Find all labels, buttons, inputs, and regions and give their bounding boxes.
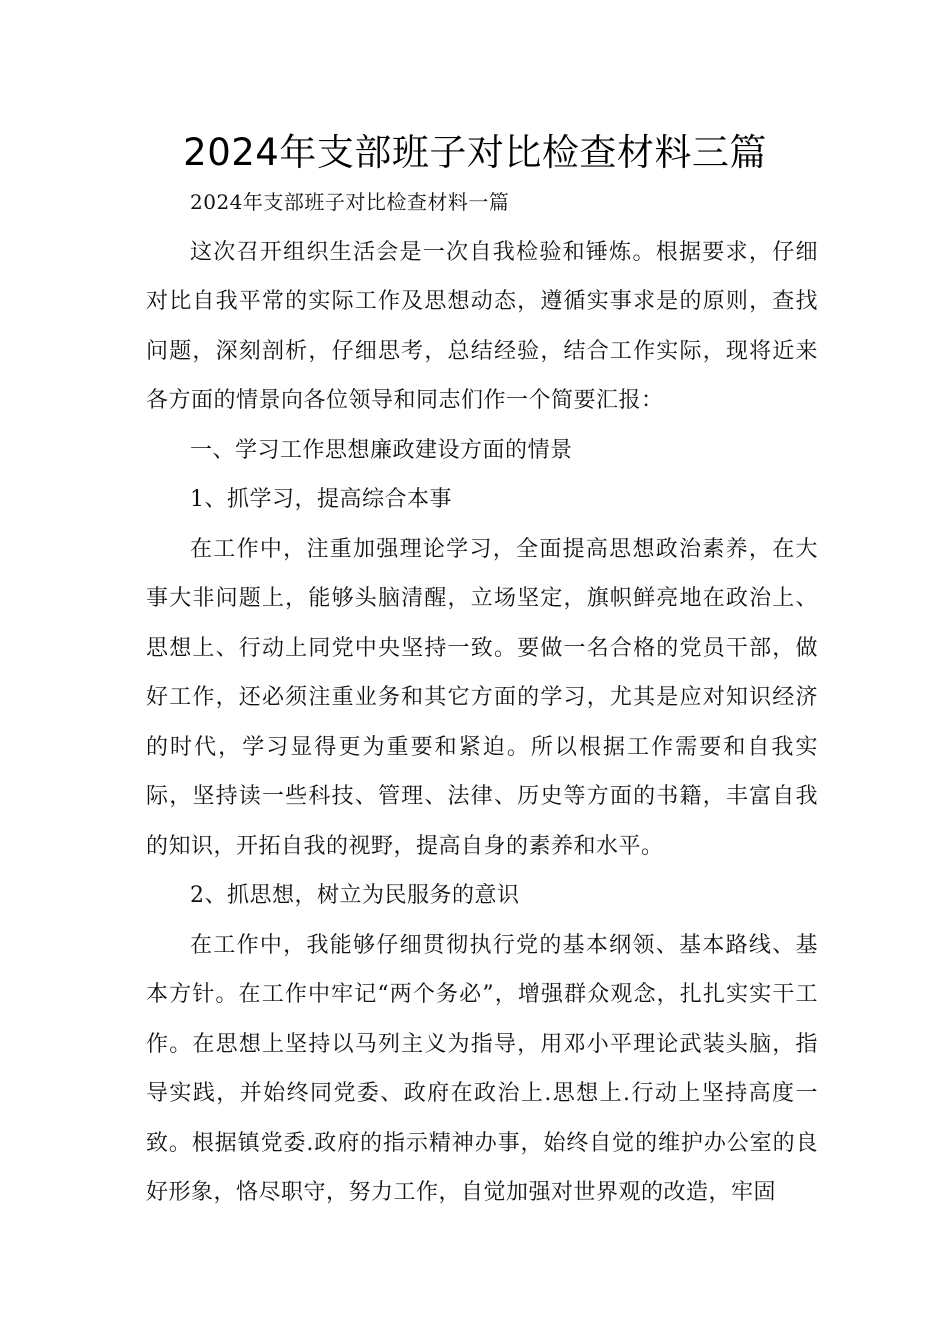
section-subtitle: 2024年支部班子对比检查材料一篇 [190, 190, 510, 214]
paragraph-study: 在工作中，注重加强理论学习，全面提高思想政治素养，在大事大非问题上，能够头脑清醒，立场坚定，旗帜鲜亮地在政治上、思想上、行动上同党中央坚持一致。要做一名合格的党员干部，做好工作，还必须注重业务和其它方面的学习，尤其是应对知识经济的时代，学习显得更为重要和紧迫。所以根据工作需要和自我实际，坚持读一些科技、管理、法律、历史等方面的书籍，丰富自我的知识，开拓自我的视野，提高自身的素养和水平。 [146, 536, 818, 859]
paragraph-thought: 在工作中，我能够仔细贯彻执行党的基本纲领、基本路线、基本方针。在工作中牢记“两个务必”，增强群众观念，扎扎实实干工作。在思想上坚持以马列主义为指导，用邓小平理论武装头脑，指导实践，并始终同党委、政府在政治上.思想上.行动上坚持高度一致。根据镇党委.政府的指示精神办事，始终自觉的维护办公室的良好形象，恪尽职守，努力工作，自觉加强对世界观的改造，牢固 [146, 932, 818, 1205]
document-title: 2024年支部班子对比检查材料三篇 [183, 131, 767, 174]
section-heading-1: 一、学习工作思想廉政建设方面的情景 [190, 437, 573, 463]
paragraph-intro: 这次召开组织生活会是一次自我检验和锤炼。根据要求，仔细对比自我平常的实际工作及思想动态，遵循实事求是的原则，查找问题，深刻剖析，仔细思考，总结经验，结合工作实际，现将近来各方面的情景向各位领导和同志们作一个简要汇报： [146, 239, 818, 413]
subsection-heading-1: 1、抓学习，提高综合本事 [190, 487, 452, 512]
subsection-heading-2: 2、抓思想，树立为民服务的意识 [190, 883, 520, 908]
document-body [146, 178, 818, 1218]
